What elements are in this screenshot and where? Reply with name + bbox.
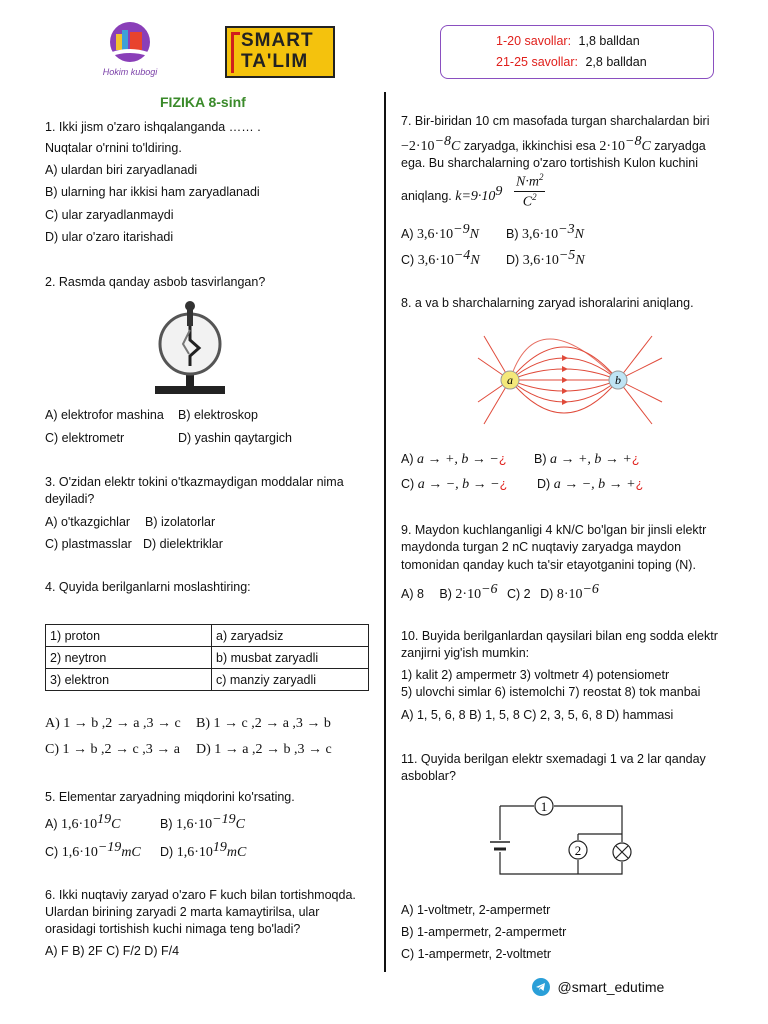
q7-option-d: D) $3,6\cdot 10^{-5}N$ xyxy=(506,248,585,269)
q6-text-2: Ulardan birining zaryadi 2 marta kamaytirilsa, ular xyxy=(45,905,320,919)
q4-match-table xyxy=(45,624,369,691)
q5-option-c: C) $1,6\cdot 10^{-19}mC$ xyxy=(45,840,141,861)
logo-line-2: TA'LIM xyxy=(241,51,309,72)
q10-items-2: 5) ulovchi simlar 6) istemolchi 7) reostat 8) tok manbai xyxy=(401,685,701,699)
q5-option-b: B) $1,6\cdot 10^{-19}C$ xyxy=(160,812,245,833)
q4-option-c: C) 1 → b ,2 → c ,3 → a xyxy=(45,742,180,757)
q1-text-2: Nuqtalar o'rnini to'ldiring. xyxy=(45,141,182,155)
q2-option-c: C) elektrometr xyxy=(45,431,125,445)
q3-option-a: A) o'tkazgichlar xyxy=(45,515,131,529)
table-cell: b) musbat zaryadli xyxy=(212,647,369,669)
q7-option-c: C) $3,6\cdot 10^{-4}N$ xyxy=(401,248,480,269)
q2-option-d: D) yashin qaytargich xyxy=(178,431,292,445)
q8-option-d: D) a → −, b → +¿ xyxy=(537,477,644,492)
q7-k-fraction: $N\cdot m^2$ $C^2$ xyxy=(516,172,544,210)
table-row xyxy=(46,625,369,647)
book-logo-icon xyxy=(100,20,160,66)
q3-text-2: deyiladi? xyxy=(45,492,95,506)
q7-text: 7. Bir-biridan 10 cm masofada turgan sharchalardan biri xyxy=(401,114,710,128)
telegram-icon xyxy=(532,978,550,996)
q11-text-2: asboblar? xyxy=(401,769,456,783)
q11-option-b: B) 1-ampermetr, 2-ampermetr xyxy=(401,925,567,939)
logo-line-1: SMART xyxy=(241,30,314,51)
q8-option-c: C) a → −, b → −¿ xyxy=(401,477,508,492)
table-cell: a) zaryadsiz xyxy=(212,625,369,647)
score-box xyxy=(440,25,714,79)
q9-options: A) 8 B) $2\cdot 10^{-6}$ C) 2 D) $8\cdot 10^{-6}$ xyxy=(401,582,599,603)
q5-text: 5. Elementar zaryadning miqdorini ko'rsating. xyxy=(45,790,295,804)
q10-text-2: zanjirni yig'ish mumkin: xyxy=(401,646,530,660)
school-logo-caption: Hokim kubogi xyxy=(102,67,158,77)
electroscope-image xyxy=(155,300,245,396)
q5-option-d: D) $1,6\cdot 10^{19}mC$ xyxy=(160,840,247,861)
q1-option-c: C) ular zaryadlanmaydi xyxy=(45,208,174,222)
smart-talim-logo xyxy=(225,26,335,78)
table-row xyxy=(46,669,369,691)
q7-option-a: A) $3,6\cdot 10^{-9}N$ xyxy=(401,222,479,243)
q6-options: A) F B) 2F C) F/2 D) F/4 xyxy=(45,944,180,958)
meter-1-label: 1 xyxy=(540,799,548,814)
q2-option-b: B) elektroskop xyxy=(178,408,258,422)
table-row xyxy=(46,647,369,669)
q4-option-a: A) 1 → b ,2 → a ,3 → c xyxy=(45,716,181,731)
q1-option-d: D) ular o'zaro itarishadi xyxy=(45,230,174,244)
score-line-2: 21-25 savollar: 2,8 balldan xyxy=(496,55,647,69)
q4-option-b: B) 1 → c ,2 → a ,3 → b xyxy=(196,716,331,731)
q1-option-a: A) ulardan biri zaryadlanadi xyxy=(45,163,198,177)
telegram-handle: @smart_edutime xyxy=(557,979,665,995)
q11-option-c: C) 1-ampermetr, 2-voltmetr xyxy=(401,947,552,961)
q3-option-c: C) plastmasslar xyxy=(45,537,132,551)
q4-option-d: D) 1 → a ,2 → b ,3 → c xyxy=(196,742,332,757)
table-cell: 1) proton xyxy=(46,625,212,647)
table-cell: 3) elektron xyxy=(46,669,212,691)
q3-option-d: D) dielektriklar xyxy=(143,537,223,551)
table-cell: c) manziy zaryadli xyxy=(212,669,369,691)
q8-option-a: A) a → +, b → −¿ xyxy=(401,452,507,467)
telegram-link[interactable] xyxy=(532,978,664,996)
q1-option-b: B) ularning har ikkisi ham zaryadlanadi xyxy=(45,185,260,199)
q11-option-a: A) 1-voltmetr, 2-ampermetr xyxy=(401,903,551,917)
meter-2-label: 2 xyxy=(574,843,582,858)
q2-text: 2. Rasmda qanday asbob tasvirlangan? xyxy=(45,275,266,289)
charge-b-label: b xyxy=(615,373,621,387)
q8-option-b: B) a → +, b → +¿ xyxy=(534,452,640,467)
q9-text-3: tomonidan qanday kuch ta'sir etayotganini toping (N). xyxy=(401,558,696,572)
q6-text: 6. Ikki nuqtaviy zaryad o'zaro F kuch bilan tortishmoqda. xyxy=(45,888,356,902)
field-lines-diagram xyxy=(476,318,666,446)
q9-text-2: maydonda turgan 2 nC nuqtaviy zaryadga maydon xyxy=(401,540,682,554)
q3-text: 3. O'zidan elektr tokini o'tkazmaydigan moddalar nima xyxy=(45,475,344,489)
table-cell: 2) neytron xyxy=(46,647,212,669)
q2-option-a: A) elektrofor mashina xyxy=(45,408,164,422)
circuit-diagram xyxy=(488,794,638,894)
page-title: FIZIKA 8-sinf xyxy=(160,94,246,110)
q1-text: 1. Ikki jism o'zaro ishqalanganda …… . xyxy=(45,120,261,134)
q7-option-b: B) $3,6\cdot 10^{-3}N$ xyxy=(506,222,584,243)
school-logo xyxy=(100,20,160,78)
score-line-1: 1-20 savollar: 1,8 balldan xyxy=(496,34,640,48)
q3-option-b: B) izolatorlar xyxy=(145,515,216,529)
q10-items-1: 1) kalit 2) ampermetr 3) voltmetr 4) potensiometr xyxy=(401,668,670,682)
q7-text-3: ega. Bu sharchalarning o'zaro tortishish Kulon kuchini xyxy=(401,156,699,170)
q5-option-a: A) $1,6\cdot 10^{19}C$ xyxy=(45,812,121,833)
q10-options: A) 1, 5, 6, 8 B) 1, 5, 8 C) 2, 3, 5, 6, 8 D) hammasi xyxy=(401,708,674,722)
q4-text: 4. Quyida berilganlarni moslashtiring: xyxy=(45,580,251,594)
q9-text: 9. Maydon kuchlanganligi 4 kN/C bo'lgan bir jinsli elektr xyxy=(401,523,707,537)
q6-text-3: orasidagi tortishish kuchi nimaga teng bo'ladi? xyxy=(45,922,301,936)
charge-a-label: a xyxy=(507,373,513,387)
q10-text: 10. Buyida berilganlardan qaysilari bilan eng sodda elektr xyxy=(401,629,718,643)
column-divider xyxy=(384,92,386,972)
q11-text: 11. Quyida berilgan elektr sxemadagi 1 va 2 lar qanday xyxy=(401,752,706,766)
q8-text: 8. a va b sharchalarning zaryad ishoralarini aniqlang. xyxy=(401,296,694,310)
q7-text-4: aniqlang. $k=9\cdot 10^9$ xyxy=(401,184,503,205)
q7-text-2: $-2\cdot 10^{-8}C$ zaryadga, ikkinchisi esa $2\cdot 10^{-8}C$ zaryadga xyxy=(401,134,706,155)
